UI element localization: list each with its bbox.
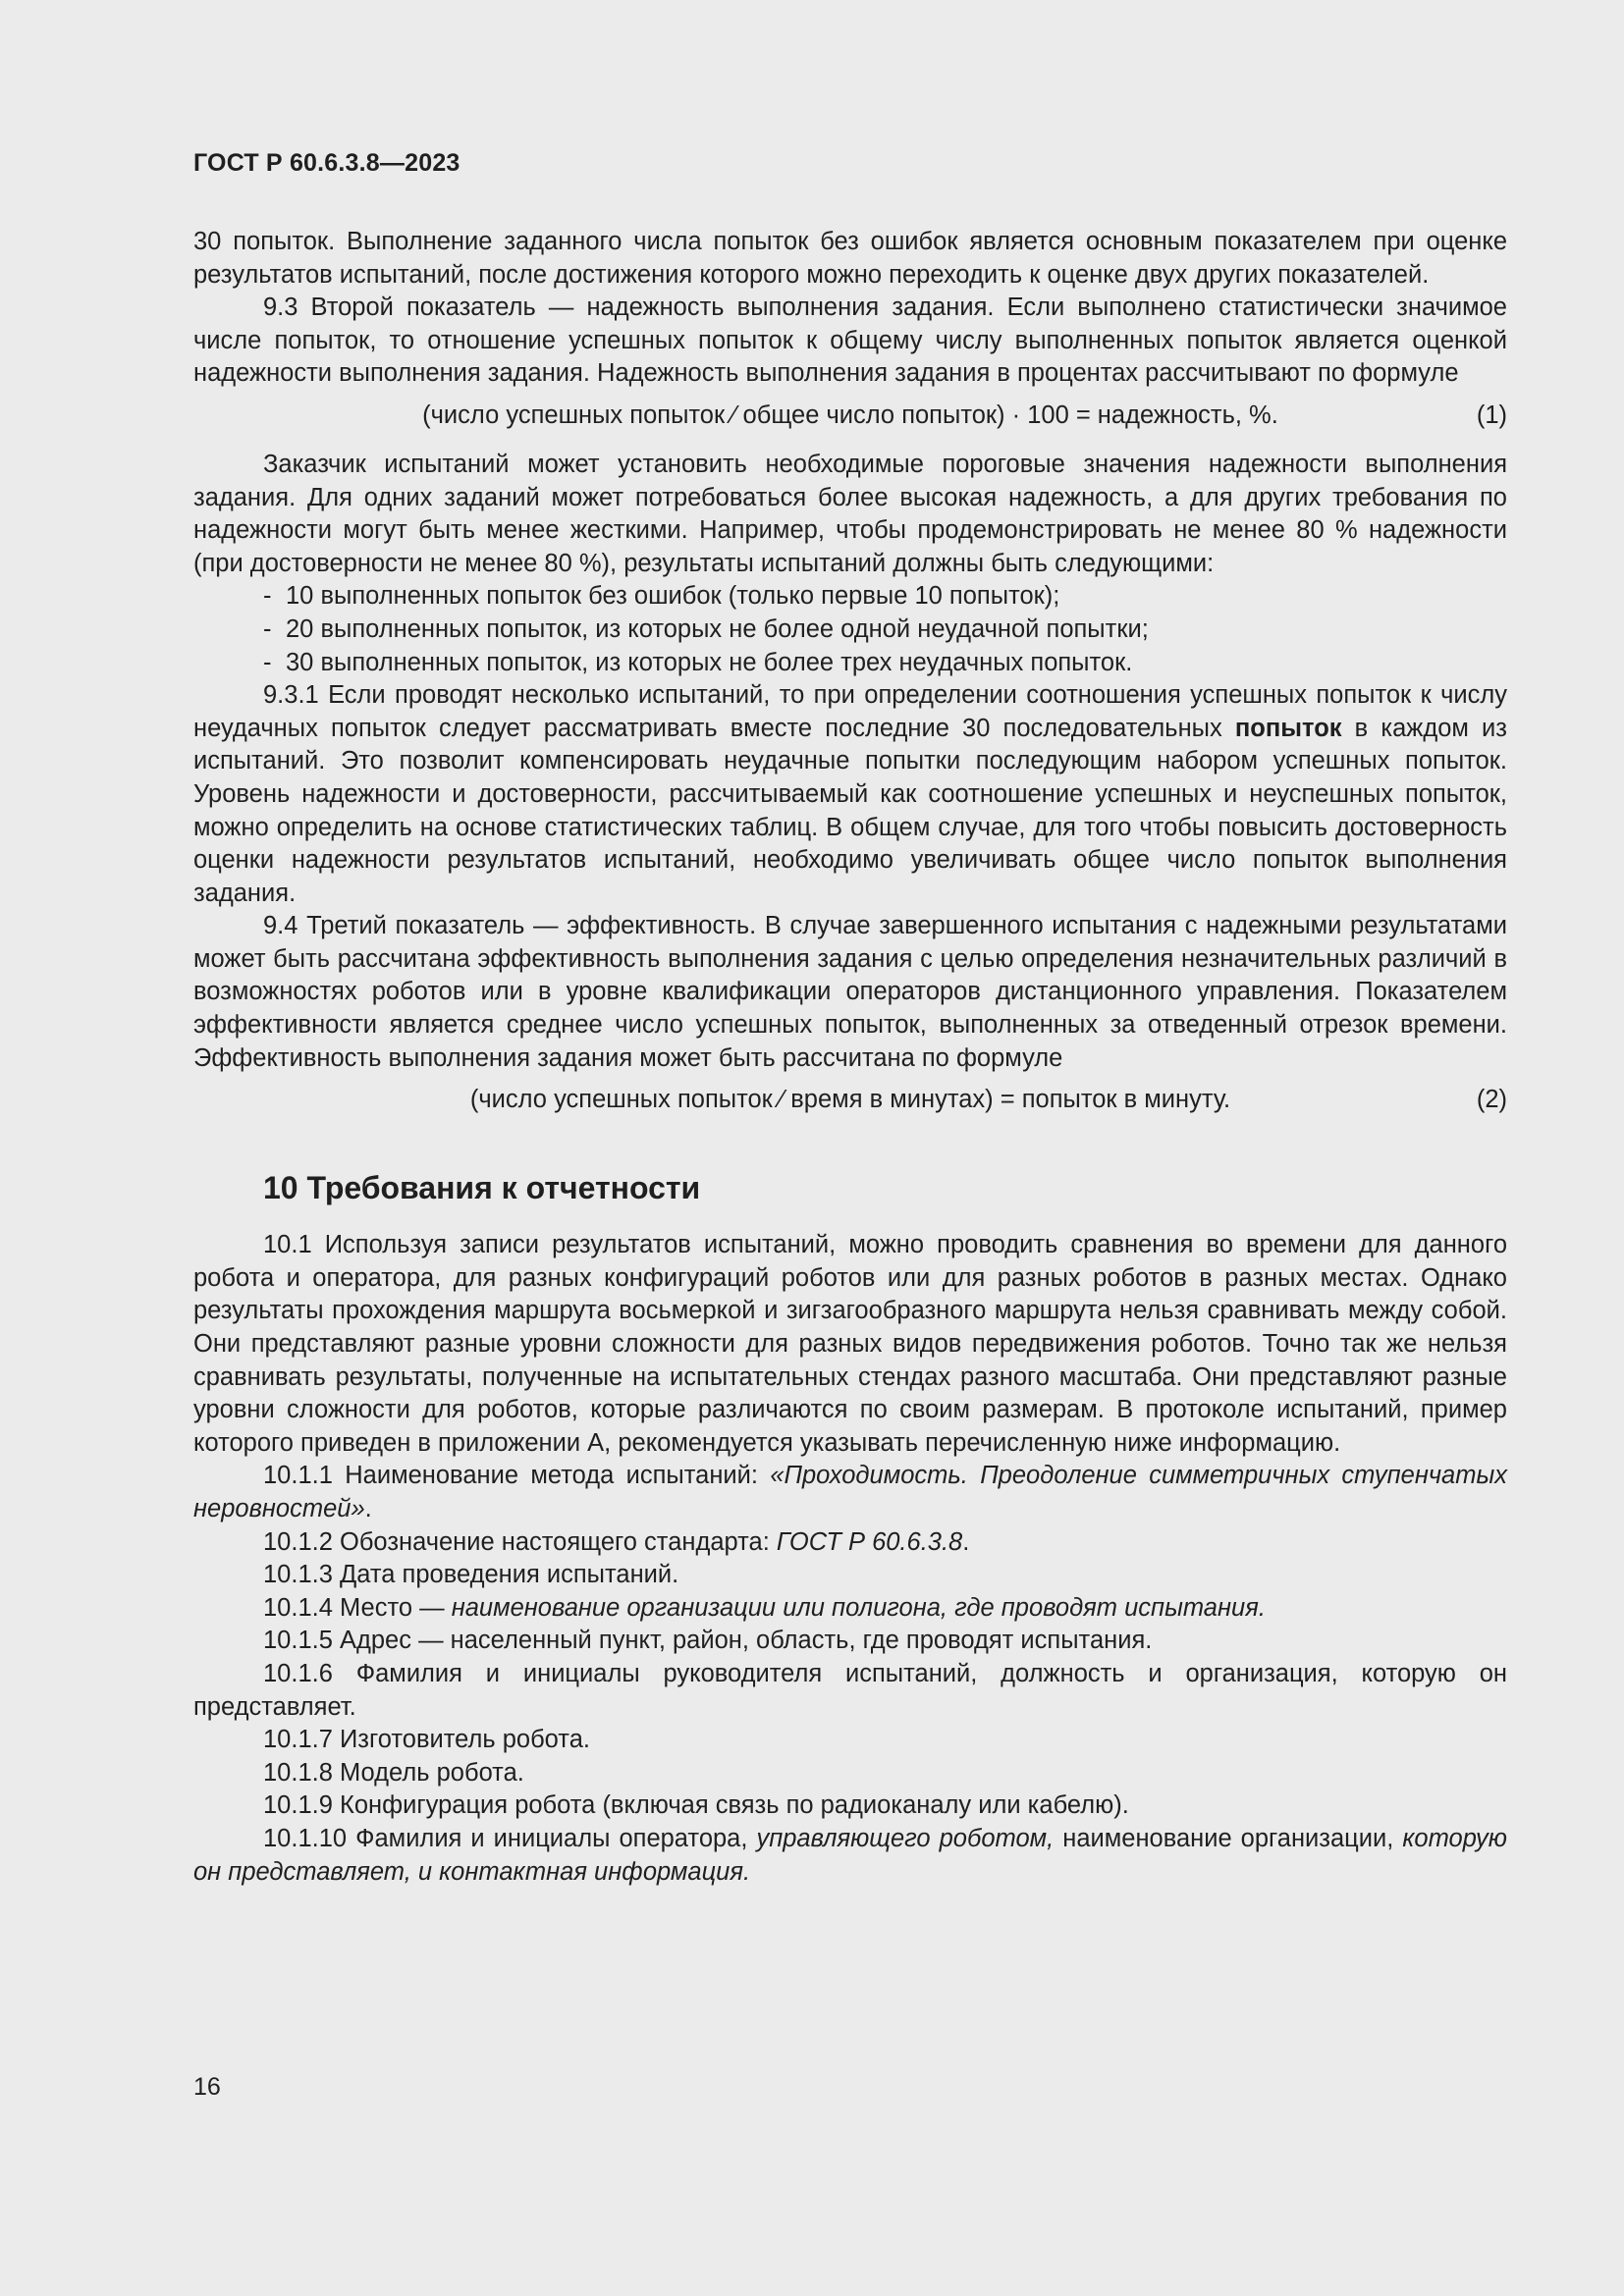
text-run: .: [962, 1527, 970, 1556]
paragraph-10-1-6: 10.1.6 Фамилия и инициалы руководителя испытаний, должность и организация, которую он представляет.: [193, 1659, 1507, 1721]
paragraph-10-1-4: [193, 1592, 1507, 1626]
page-number: 16: [193, 2073, 221, 2101]
text-run: 10.1.1 Наименование метода испытаний:: [263, 1462, 771, 1490]
text-run: .: [364, 1495, 372, 1522]
list-item: - 20 выполненных попыток, из которых не более одной неудачной попытки;: [263, 614, 1507, 647]
formula-1-expression: (число успешных попыток ⁄ общее число попыток) · 100 = надежность, %.: [422, 400, 1278, 429]
paragraph-10-1-1: [193, 1460, 1507, 1525]
document-header: ГОСТ Р 60.6.3.8—2023: [193, 149, 460, 177]
bold-text: попыток: [1234, 714, 1342, 742]
paragraph-10-1-8: 10.1.8 Модель робота.: [263, 1758, 524, 1787]
list-item: - 30 выполненных попыток, из которых не более трех неудачных попыток.: [263, 647, 1507, 680]
formula-2-number: (2): [1476, 1086, 1507, 1114]
paragraph-10-1-2: [193, 1526, 1507, 1560]
paragraph-10-1-5: 10.1.5 Адрес — населенный пункт, район, область, где проводят испытания.: [263, 1627, 1153, 1655]
list-item: - 10 выполненных попыток без ошибок (только первые 10 попыток);: [263, 580, 1507, 614]
text-run: 10.1.4 Место —: [263, 1593, 452, 1622]
paragraph-9-3: 9.3 Второй показатель — надежность выполнения задания. Если выполнено статистически значимое числе попыток, то отношение успешных попыток к общему числу выполненных попыток является оценкой надежности выполнения задания. Надежность выполнения задания в процентах рассчитывают по формуле: [193, 294, 1507, 388]
text-run: 10.1.2 Обозначение настоящего стандарта:: [263, 1527, 777, 1556]
paragraph-10-1-7: 10.1.7 Изготовитель робота.: [263, 1726, 590, 1754]
paragraph-10-1: 10.1 Используя записи результатов испытаний, можно проводить сравнения во времени для данного робота и оператора, для разных конфигураций роботов или для разных роботов в разных местах. Однако результаты прохождения маршрута восьмеркой и зигзагообразного маршрута нельзя сравнивать между собой. Они представляют разные уровни сложности для разных видов передвижения роботов. Точно так же нельзя сравнивать результаты, полученные на испытательных стендах разного масштаба. Они представляют разные уровни сложности для роботов, которые различаются по своим размерам. В протоколе испытаний, пример которого приведен в приложении А, рекомендуется указывать перечисленную ниже информацию.: [193, 1231, 1507, 1457]
requirements-list: [193, 580, 1507, 679]
formula-2-expression: (число успешных попыток ⁄ время в минутах) = попыток в минуту.: [469, 1086, 1231, 1114]
text-run: в каждом из испытаний. Это позволит компенсировать неудачные попытки последующим набором успешных попыток. Уровень надежности и достоверности, рассчитываемый как соотношение успешных и неуспешных попыток, можно определить на основе статистических таблиц. В общем случае, для того чтобы повысить достоверность оценки надежности результатов испытаний, необходимо увеличивать общее число попыток выполнения задания.: [193, 714, 1507, 907]
italic-text: ГОСТ Р 60.6.3.8: [776, 1527, 963, 1556]
paragraph-thresholds: Заказчик испытаний может установить необходимые пороговые значения надежности выполнения задания. Для одних заданий может потребоваться более высокая надежность, а для других требования по надежности могут быть менее жесткими. Например, чтобы продемонстрировать не менее 80 % надежности (при достоверности не менее 80 %), результаты испытаний должны быть следующими:: [193, 450, 1507, 577]
text-run: наименование организации,: [1054, 1824, 1403, 1852]
italic-text: наименование организации или полигона, где проводят испытания.: [451, 1593, 1266, 1622]
formula-1: [193, 400, 1507, 433]
formula-1-number: (1): [1476, 400, 1507, 429]
paragraph-10-1-3: 10.1.3 Дата проведения испытаний.: [263, 1561, 679, 1589]
text-run: 9.3.1 Если проводят несколько испытаний, то при определении соотношения успешных попыток к числу неудачных попыток следует рассматривать вместе последние 30 последовательных: [193, 681, 1507, 742]
page-content: [193, 226, 1507, 1889]
paragraph-9-4: 9.4 Третий показатель — эффективность. В случае завершенного испытания с надежными результатами может быть рассчитана эффективность выполнения задания с целью определения незначительных различий в возможностях роботов или в уровне квалификации операторов дистанционного управления. Показателем эффективности является среднее число успешных попыток, выполненных за отведенный отрезок времени. Эффективность выполнения задания может быть рассчитана по формуле: [193, 912, 1507, 1072]
section-10-title: 10 Требования к отчетности: [263, 1170, 701, 1206]
paragraph-continuation: 30 попыток. Выполнение заданного числа попыток без ошибок является основным показателем при оценке результатов испытаний, после достижения которого можно переходить к оценке двух других показателей.: [193, 228, 1507, 289]
italic-text: которую он представляет, и контактная информация.: [193, 1824, 1507, 1886]
text-run: 10.1.10 Фамилия и инициалы оператора,: [263, 1824, 757, 1852]
italic-text: «Проходимость. Преодоление симметричных ступенчатых неровностей»: [193, 1462, 1507, 1522]
paragraph-9-3-1: [193, 679, 1507, 910]
formula-2: [193, 1084, 1507, 1117]
paragraph-10-1-10: [193, 1823, 1507, 1889]
paragraph-10-1-9: 10.1.9 Конфигурация робота (включая связь по радиоканалу или кабелю).: [263, 1791, 1129, 1820]
italic-text: управляющего роботом,: [756, 1824, 1055, 1852]
